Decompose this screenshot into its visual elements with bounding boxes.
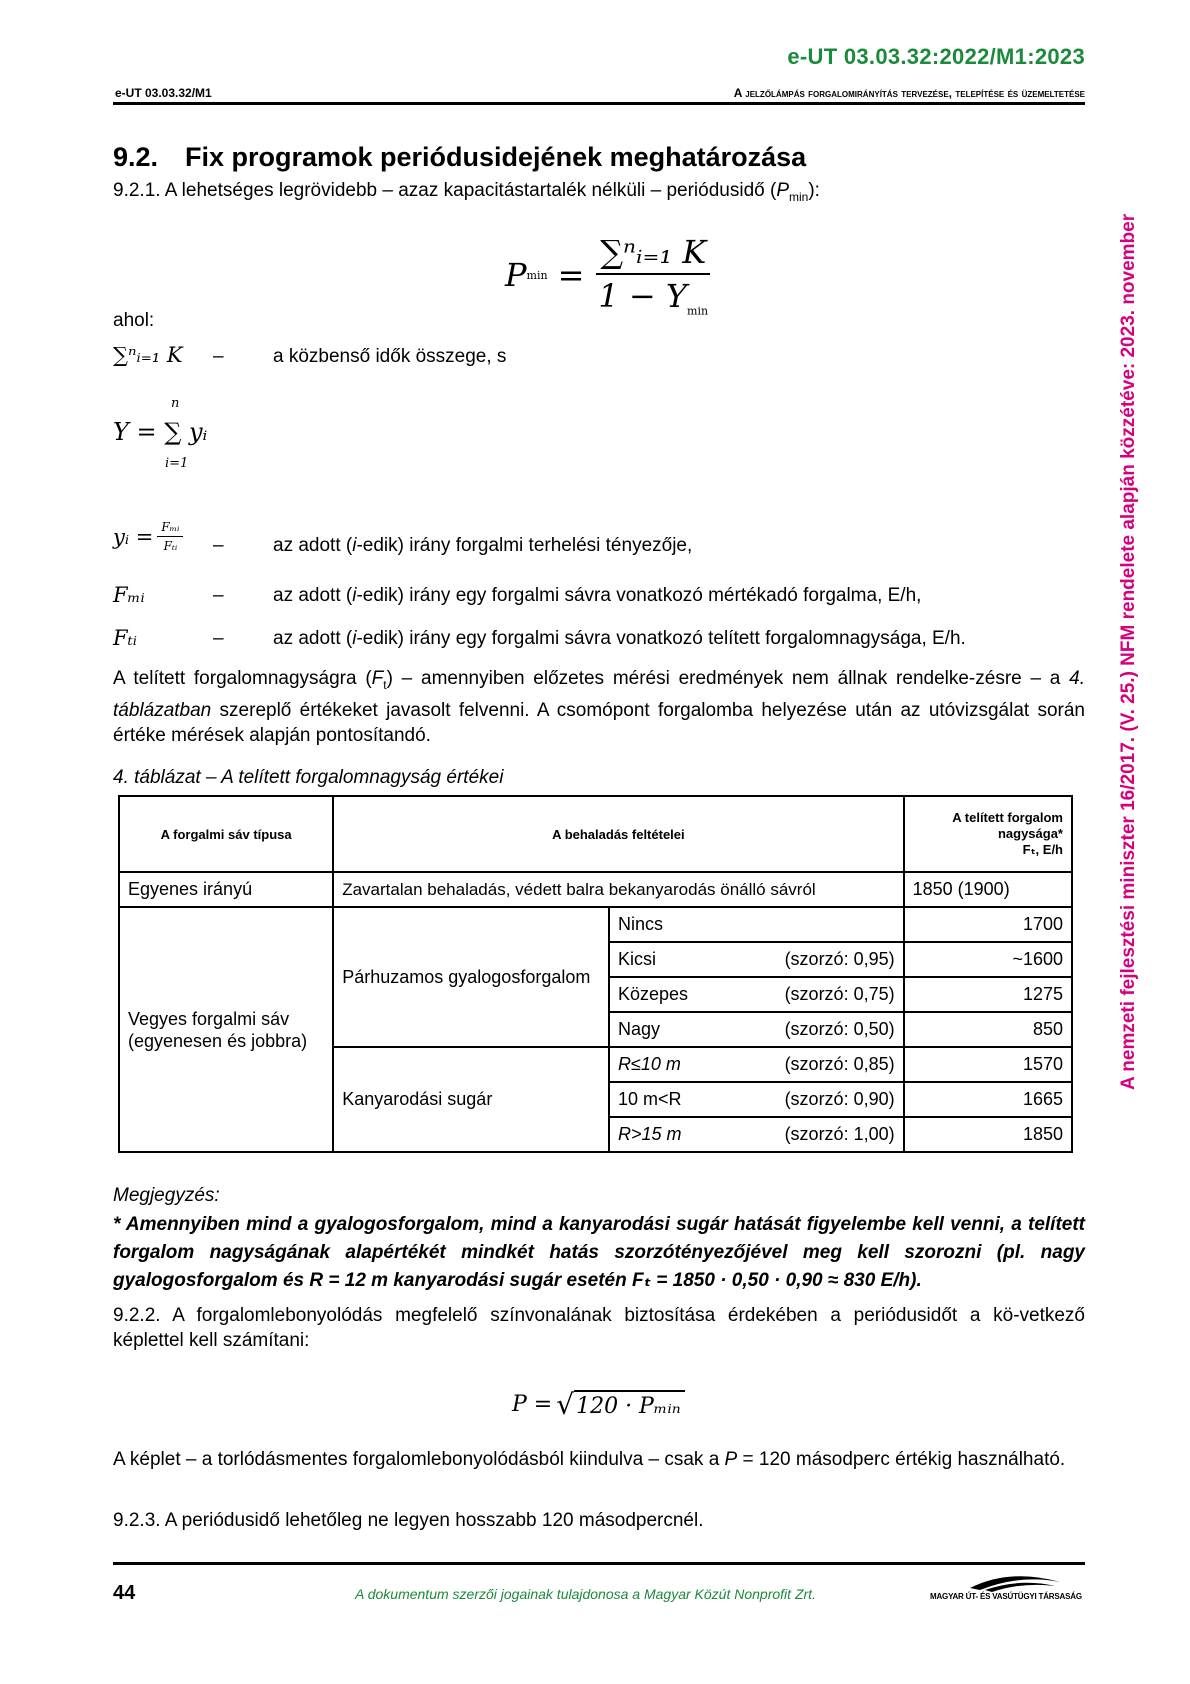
- formula-period: [512, 1388, 685, 1421]
- note-title: Megjegyzés:: [113, 1185, 220, 1206]
- cell-subcondition: 10 m<R (szorzó: 0,90): [609, 1082, 904, 1117]
- cell-subcondition: R≤10 m (szorzó: 0,85): [609, 1047, 904, 1082]
- def-fmi-symbol: Fₘᵢ: [113, 583, 145, 607]
- header-conditions: A behaladás feltételei: [333, 796, 903, 872]
- cell-subcondition: Nincs: [609, 907, 904, 942]
- def-fmi-text: az adott (i-edik) irány egy forgalmi sávra vonatkozó mértékadó forgalma, E/h,: [273, 585, 922, 606]
- formula1-fraction: [594, 233, 712, 317]
- def-y-lower: i=1: [165, 456, 189, 471]
- cell-subcondition: Kicsi (szorzó: 0,95): [609, 942, 904, 977]
- running-header-right: A jelzőlámpás forgalomirányítás tervezése, telepítése és üzemeltetése: [733, 86, 1085, 100]
- paragraph-9-2-2: 9.2.2. A forgalomlebonyolódás megfelelő színvonalának biztosítása érdekében a periódusidőt a kö-vetkező képlettel kell számítani:: [113, 1305, 1085, 1351]
- cell-condition: Zavartalan behaladás, védett balra bekanyarodás önálló sávról: [333, 872, 903, 907]
- saturation-flow-table: [118, 795, 1073, 1153]
- cell-value: 1850 (1900): [904, 872, 1072, 907]
- header-rule: [113, 102, 1085, 105]
- def-fti-dash: –: [213, 628, 224, 649]
- footer-rule: [113, 1562, 1085, 1565]
- formula2-radicand: 120 · Pₘᵢₙ: [574, 1390, 685, 1419]
- paragraph-saturation: A telített forgalomnagyságra $(F_t)$ – amennyiben előzetes mérési eredmények nem állnak rendelke-zésre – a 4. táblázatban szereplő értékeket javasolt felvenni. A csomópont forgalomba helyezése után az utóvizsgálat során értéke mérések alapján pontosítandó.: [113, 668, 1085, 746]
- cell-value: ~1600: [904, 942, 1072, 977]
- paragraph-formula-validity: A képlet – a torlódásmentes forgalomlebonyolódásból kiindulva – csak a P = 120 másodperc értékig használható.: [113, 1449, 1066, 1470]
- p1-symbol-sub: min: [789, 189, 809, 204]
- section-title-text: Fix programok periódusidejének meghatározása: [185, 142, 807, 172]
- note-text: * Amennyiben mind a gyalogosforgalom, mind a kanyarodási sugár hatását figyelembe kell venni, a telített forgalom nagyságának alapértékét mindkét hatás szorzótényezőjével meg kell szorozni (pl. nagy gyalogosforgalom és R = 12 m kanyarodási sugár esetén Fₜ = 1850 · 0,50 · 0,90 ≈ 830 E/h).: [113, 1214, 1085, 1291]
- paragraph-9-2-1: [113, 178, 1085, 210]
- formula2-lhs: P =: [512, 1392, 553, 1417]
- p1-symbol: P: [776, 180, 789, 201]
- page-number: 44: [113, 1582, 136, 1604]
- cell-value: 1570: [904, 1047, 1072, 1082]
- running-header-left: e-UT 03.03.32/M1: [115, 86, 212, 100]
- def-y-main: Y = ∑ yᵢ: [113, 418, 208, 446]
- cell-subcondition: Nagy (szorzó: 0,50): [609, 1012, 904, 1047]
- cell-value: 1850: [904, 1117, 1072, 1152]
- formula1-lhs: P: [505, 256, 527, 295]
- cell-value: 1275: [904, 977, 1072, 1012]
- def-sum-k-symbol: ∑ⁿᵢ₌₁ K: [113, 343, 183, 367]
- cell-value: 850: [904, 1012, 1072, 1047]
- cell-value: 1700: [904, 907, 1072, 942]
- header-lane-type: A forgalmi sáv típusa: [119, 796, 333, 872]
- p1-text: 9.2.1. A lehetséges legrövidebb – azaz kapacitástartalék nélküli – periódusidő (: [113, 180, 777, 201]
- cell-subcondition: Közepes (szorzó: 0,75): [609, 977, 904, 1012]
- footer-copyright: A dokumentum szerzői jogainak tulajdonosa a Magyar Közút Nonprofit Zrt.: [355, 1586, 816, 1602]
- table-row: [119, 872, 1072, 907]
- table-row: [119, 907, 1072, 942]
- def-sum-k-dash: –: [213, 346, 224, 367]
- paragraph-9-2-3: 9.2.3. A periódusidő lehetőleg ne legyen hosszabb 120 másodpercnél.: [113, 1510, 704, 1531]
- formula-pmin: [505, 233, 712, 317]
- cell-group-radius: Kanyarodási sugár: [333, 1047, 609, 1152]
- header-saturation-flow: A telített forgalom nagysága* Fₜ, E/h: [904, 796, 1072, 872]
- def-yi-text: az adott (i-edik) irány forgalmi terhelési tényezője,: [273, 535, 693, 556]
- formula1-equals: =: [557, 256, 585, 295]
- side-publication-note: A nemzeti fejlesztési miniszter 16/2017. (V. 25.) NFM rendelete alapján közzétéve: 2023. november: [1118, 213, 1139, 1090]
- p1-end: ):: [808, 180, 820, 201]
- formula1-lhs-sub: min: [526, 268, 548, 282]
- def-sum-k-text: a közbenső idők összege, s: [273, 346, 507, 367]
- cell-subcondition: R>15 m (szorzó: 1,00): [609, 1117, 904, 1152]
- cell-lane-type: Egyenes irányú: [119, 872, 333, 907]
- ahol-label: ahol:: [113, 310, 155, 331]
- document-code: e-UT 03.03.32:2022/M1:2023: [787, 44, 1085, 69]
- formula1-denominator: $1 - Y_{min}$: [598, 277, 709, 318]
- formula1-numerator: ∑ⁿᵢ₌₁ K: [596, 233, 710, 275]
- table-header-row: [119, 796, 1072, 872]
- footer-logo-text: MAGYAR ÚT- ÉS VASÚTÜGYI TÁRSASÁG: [930, 1592, 1082, 1601]
- cell-group-pedestrian: Párhuzamos gyalogosforgalom: [333, 907, 609, 1047]
- def-yi-symbol: yᵢ = $\frac{\text{Fₘᵢ}}{\text{Fₜᵢ}}$: [113, 520, 183, 553]
- cell-mixed-lane-type: Vegyes forgalmi sáv (egyenesen és jobbra): [119, 907, 333, 1152]
- def-fmi-dash: –: [213, 585, 224, 606]
- section-title: [113, 142, 806, 173]
- table-caption: 4. táblázat – A telített forgalomnagyság értékei: [113, 767, 504, 788]
- def-fti-text: az adott (i-edik) irány egy forgalmi sávra vonatkozó telített forgalomnagysága, E/h.: [273, 628, 966, 649]
- formula2-root-sign: √: [556, 1388, 575, 1421]
- section-number: 9.2.: [113, 142, 159, 172]
- cell-value: 1665: [904, 1082, 1072, 1117]
- def-fti-symbol: Fₜᵢ: [113, 626, 137, 650]
- def-yi-dash: –: [213, 535, 224, 556]
- def-y-upper: n: [171, 396, 180, 411]
